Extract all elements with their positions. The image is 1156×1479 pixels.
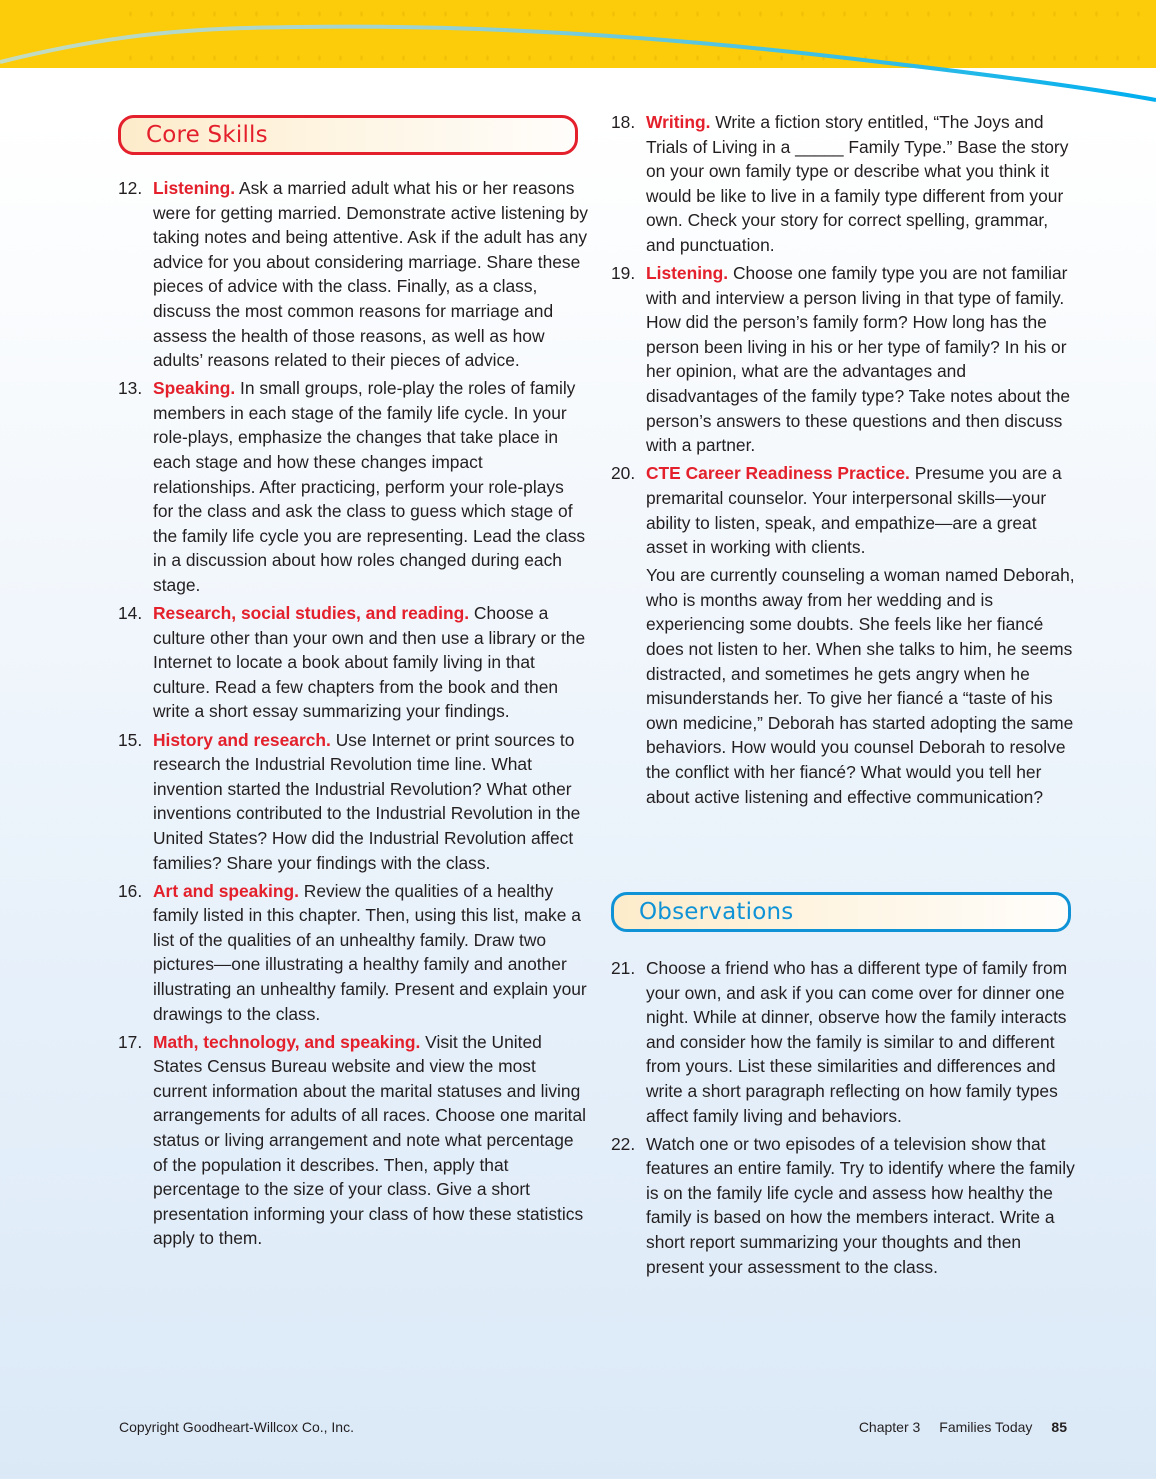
list-item [118,601,588,724]
item-number: 15. [118,729,143,750]
item-number: 18. [611,112,636,132]
page-number: 85 [1051,1419,1067,1435]
item-number: 19. [611,263,636,284]
core-skills-heading-box [118,115,578,155]
observations-list [611,956,1081,1283]
list-item [118,879,588,1027]
item-text: Presume you are a premarital counselor. Your interpersonal skills—your ability to listen, speak, and empathize—are a great asset in working with clients. [646,463,1062,558]
core-skills-list-left [118,176,588,1255]
item-text: Choose a culture other than your own and then use a library or the Internet to locate a book about family living in that culture. Read a few chapters from the book and then write a short essay summarizing your findings. [153,603,586,722]
item-number: 21. [611,958,636,978]
core-skills-title: Core Skills [146,122,268,148]
item-text: Ask a married adult what his or her reasons were for getting married. Demonstrate active listening by taking notes and being attentive. Ask if the adult has any advice for you about considering marriage. Share these pieces of advice with the class. Finally, as a class, discuss the most common reasons for marriage and assess the health of those reasons, as well as how adults’ reasons related to their pieces of advice. [153,178,588,371]
item-lead: CTE Career Readiness Practice. [646,463,910,484]
item-lead: Research, social studies, and reading. [153,603,470,624]
item-number: 17. [118,1031,143,1052]
item-number: 13. [118,378,143,399]
footer-chapter-info [840,1419,1067,1435]
list-item [611,1132,1081,1280]
item-number: 22. [611,1133,636,1154]
item-lead: Speaking. [153,378,236,399]
item-lead: History and research. [153,729,331,750]
item-text: Visit the United States Census Bureau website and view the most current information about the marital statuses and living arrangements for adults of all races. Choose one marital status or living arrangement and note what percentage of the population it describes. Then, apply that percentage to the size of your class. Give a short presentation informing your class of how these statistics apply to them. [153,1031,587,1249]
list-item [611,461,1081,809]
item-text: Watch one or two episodes of a television show that features an entire family. Try to identify where the family is on the family life cycle and assess how healthy the family is based on how the members interact. Write a short report summarizing your thoughts and then present your assessment to the class. [646,1133,1075,1277]
list-item [611,956,1081,1128]
footer-chapter-title: Families Today [939,1419,1033,1435]
list-item [118,1030,588,1251]
item-text: Choose one family type you are not familiar with and interview a person living in that type of family. How did the person’s family form? How long has the person been living in his or her type of family? In his or her opinion, what are the advantages and disadvantages of the family type? Take notes about the person’s answers to these questions and then discuss with a partner. [646,263,1071,456]
core-skills-list-right [611,110,1081,813]
list-item [118,728,588,876]
observations-heading-box [611,892,1071,932]
item-number: 14. [118,603,143,624]
item-text: Choose a friend who has a different type of family from your own, and ask if you can come over for dinner one night. While at dinner, observe how the family interacts and consider how the family is similar to and different from yours. List these similarities and differences and write a short paragraph reflecting on how family types affect family living and behaviors. [646,958,1068,1126]
item-lead: Listening. [153,178,236,198]
list-item [118,376,588,597]
item-lead: Listening. [646,263,729,284]
list-item [118,176,588,373]
swoosh-decoration [0,0,1156,110]
item-number: 20. [611,463,636,484]
item-text: Write a fiction story entitled, “The Joys and Trials of Living in a _____ Family Type.” Base the story on your own family type or describe what you think it would be like to live in a family type different from your own. Check your story for correct spelling, grammar, and punctuation. [646,112,1069,255]
item-lead: Math, technology, and speaking. [153,1031,421,1052]
item-lead: Writing. [646,112,711,132]
item-text: Use Internet or print sources to research the Industrial Revolution time line. What invention started the Industrial Revolution? What other inventions contributed to the Industrial Revolution in the United States? How did the Industrial Revolution affect families? Share your findings with the class. [153,729,581,873]
item-continuation: You are currently counseling a woman named Deborah, who is months away from her wedding and is experiencing some doubts. She feels like her fiancé does not listen to her. When she talks to him, he seems distracted, and sometimes he gets angry when he misunderstands her. To give her fiancé a “taste of his own medicine,” Deborah has started adopting the same behaviors. How would you counsel Deborah to resolve the conflict with her fiancé? What would you tell her about active listening and effective communication? [646,565,1075,807]
item-number: 12. [118,178,143,198]
list-item [611,110,1081,258]
item-number: 16. [118,880,143,901]
footer-chapter: Chapter 3 [858,1419,921,1435]
footer-copyright: Copyright Goodheart-Willcox Co., Inc. [119,1419,354,1435]
item-text: Review the qualities of a healthy family listed in this chapter. Then, using this list, make a list of the qualities of an unhealthy family. Draw two pictures—one illustrating a healthy family and another illustrating an unhealthy family. Present and explain your drawings to the class. [153,880,587,1024]
item-text: In small groups, role-play the roles of family members in each stage of the family life cycle. In your role-plays, emphasize the changes that take place in each stage and how these changes impact relationships. After practicing, perform your role-plays for the class and ask the class to guess which stage of the family life cycle you are representing. Lead the class in a discussion about how roles changed during each stage. [153,378,586,595]
list-item [611,261,1081,458]
item-lead: Art and speaking. [153,880,299,901]
observations-title: Observations [639,899,794,925]
